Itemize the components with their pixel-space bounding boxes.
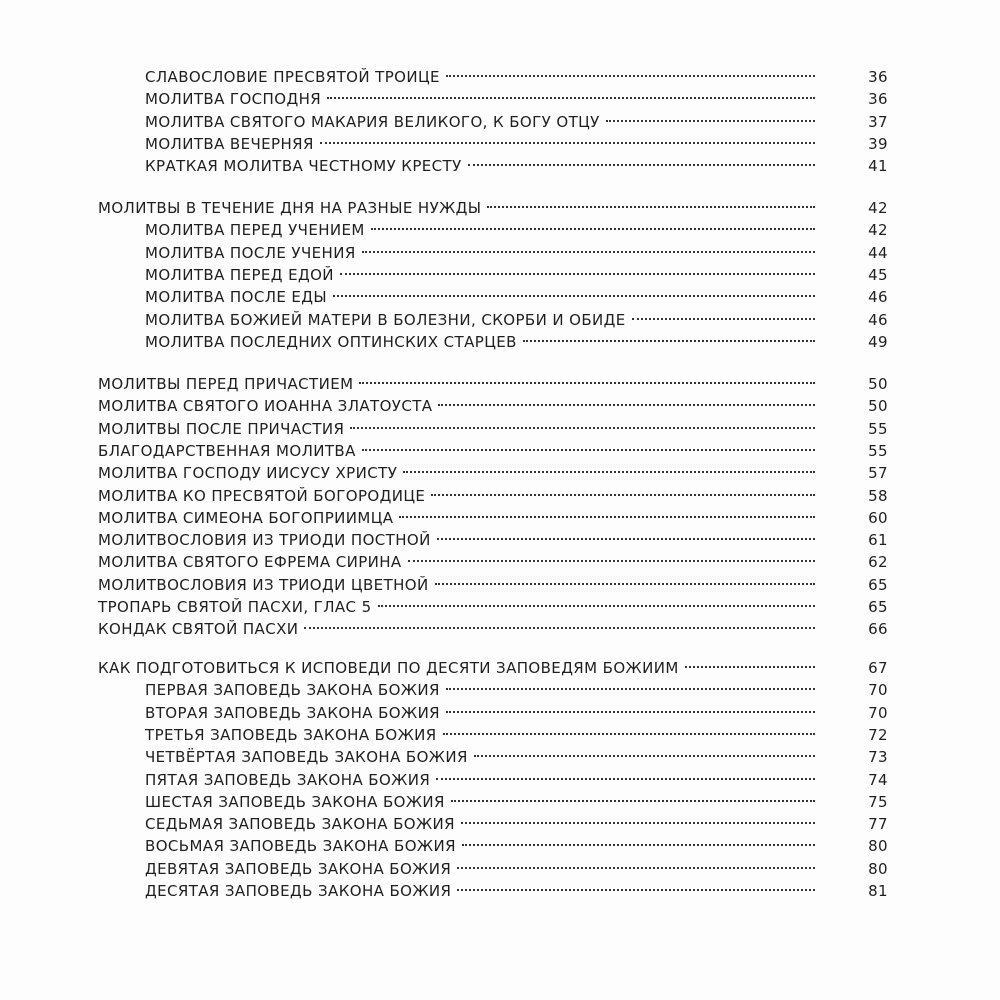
toc-page-number: 70 [868,681,888,699]
dot-leader [350,427,815,429]
toc-entry-sub[interactable] [145,769,888,791]
dot-leader [437,538,815,540]
toc-page-number: 70 [868,704,888,722]
dot-leader [320,142,815,144]
dot-leader [436,778,815,780]
dot-leader [371,228,815,230]
toc-entry-main[interactable] [98,440,888,462]
toc-entry-title: ТРЕТЬЯ ЗАПОВЕДЬ ЗАКОНА БОЖИЯ [145,726,437,744]
toc-entry-title: ВОСЬМАЯ ЗАПОВЕДЬ ЗАКОНА БОЖИЯ [145,837,456,855]
toc-entry-title: МОЛИТВОСЛОВИЯ ИЗ ТРИОДИ ПОСТНОЙ [98,531,431,549]
toc-page-number: 46 [868,288,888,306]
dot-leader [399,516,815,518]
dot-leader [606,120,815,122]
toc-entry-title: МОЛИТВА ГОСПОДУ ИИСУСУ ХРИСТУ [98,464,398,482]
toc-entry-title: МОЛИТВА ПЕРЕД УЧЕНИЕМ [145,221,365,239]
dot-leader [446,711,815,713]
toc-page-number: 50 [868,397,888,415]
toc-entry-main[interactable] [98,507,888,529]
toc-page-number: 77 [868,815,888,833]
toc-page-number: 62 [868,553,888,571]
toc-entry-title: ДЕВЯТАЯ ЗАПОВЕДЬ ЗАКОНА БОЖИЯ [145,860,452,878]
toc-entry-sub[interactable] [145,858,888,880]
dot-leader [327,97,815,99]
toc-page-number: 74 [868,771,888,789]
toc-entry-title: КОНДАК СВЯТОЙ ПАСХИ [98,620,299,638]
dot-leader [468,164,815,166]
toc-entry-sub[interactable] [145,331,888,353]
toc-entry-title: МОЛИТВА ПОСЛЕ УЧЕНИЯ [145,244,356,262]
toc-entry-title: МОЛИТВЫ В ТЕЧЕНИЕ ДНЯ НА РАЗНЫЕ НУЖДЫ [98,199,482,217]
toc-page-number: 57 [868,464,888,482]
toc-page-number: 65 [868,576,888,594]
toc-entry-title: МОЛИТВА СИМЕОНА БОГОПРИИМЦА [98,509,394,527]
toc-entry-sub[interactable] [145,746,888,768]
toc-entry-title: МОЛИТВА ПОСЛЕ ЕДЫ [145,288,328,306]
dot-leader [443,733,815,735]
toc-entry-title: МОЛИТВА БОЖИЕЙ МАТЕРИ В БОЛЕЗНИ, СКОРБИ И ОБИДЕ [145,311,626,329]
toc-entry-title: МОЛИТВА СВЯТОГО ЕФРЕМА СИРИНА [98,553,402,571]
toc-page-number: 36 [868,68,888,86]
toc-entry-sub[interactable] [145,813,888,835]
dot-leader [446,688,815,690]
dot-leader [403,471,815,473]
toc-entry-sub[interactable] [145,133,888,155]
toc-page-number: 60 [868,509,888,527]
dot-leader [431,494,815,496]
toc-entry-sub[interactable] [145,242,888,264]
toc-entry-sub[interactable] [145,155,888,177]
dot-leader [523,340,815,342]
toc-entry-title: КАК ПОДГОТОВИТЬСЯ К ИСПОВЕДИ ПО ДЕСЯТИ ЗАПОВЕДЯМ БОЖИИМ [98,659,679,677]
toc-entry-title: ШЕСТАЯ ЗАПОВЕДЬ ЗАКОНА БОЖИЯ [145,793,445,811]
toc-page-number: 46 [868,311,888,329]
dot-leader [340,273,815,275]
toc-entry-title: МОЛИТВЫ ПОСЛЕ ПРИЧАСТИЯ [98,420,345,438]
toc-entry-title: МОЛИТВА СВЯТОГО ИОАННА ЗЛАТОУСТА [98,397,433,415]
toc-page-number: 72 [868,726,888,744]
dot-leader [462,844,815,846]
toc-entry-title: МОЛИТВА ГОСПОДНЯ [145,90,322,108]
toc-entry-title: СЕДЬМАЯ ЗАПОВЕДЬ ЗАКОНА БОЖИЯ [145,815,456,833]
toc-entry-main[interactable] [98,373,888,395]
toc-entry-title: СЛАВОСЛОВИЕ ПРЕСВЯТОЙ ТРОИЦЕ [145,68,440,86]
toc-entry-sub[interactable] [145,286,888,308]
toc-entry-title: КРАТКАЯ МОЛИТВА ЧЕСТНОМУ КРЕСТУ [145,157,462,175]
toc-entry-title: ПЕРВАЯ ЗАПОВЕДЬ ЗАКОНА БОЖИЯ [145,681,440,699]
toc-entry-main[interactable] [98,618,888,640]
dot-leader [451,800,815,802]
dot-leader [487,206,815,208]
toc-page-number: 49 [868,333,888,351]
toc-entry-sub[interactable] [145,880,888,902]
toc-entry-sub[interactable] [145,111,888,133]
dot-leader [362,449,815,451]
toc-page-number: 58 [868,487,888,505]
toc-entry-sub[interactable] [145,791,888,813]
dot-leader [408,560,815,562]
toc-entry-sub[interactable] [145,835,888,857]
toc-entry-main[interactable] [98,529,888,551]
toc-entry-sub[interactable] [145,309,888,331]
dot-leader [632,318,815,320]
dot-leader [362,251,815,253]
dot-leader [438,404,815,406]
dot-leader [446,75,815,77]
toc-entry-title: МОЛИТВА КО ПРЕСВЯТОЙ БОГОРОДИЦЕ [98,487,426,505]
toc-entry-sub[interactable] [145,702,888,724]
toc-page-number: 65 [868,598,888,616]
toc-page-number: 67 [868,659,888,677]
toc-entry-main[interactable] [98,395,888,417]
toc-entry-main[interactable] [98,197,888,219]
toc-page-number: 36 [868,90,888,108]
toc-entry-title: МОЛИТВА СВЯТОГО МАКАРИЯ ВЕЛИКОГО, К БОГУ ОТЦУ [145,113,600,131]
toc-entry-main[interactable] [98,551,888,573]
toc-page-number: 55 [868,442,888,460]
toc-entry-title: БЛАГОДАРСТВЕННАЯ МОЛИТВА [98,442,356,460]
dot-leader [457,867,815,869]
toc-entry-sub[interactable] [145,219,888,241]
toc-entry-title: ЧЕТВЁРТАЯ ЗАПОВЕДЬ ЗАКОНА БОЖИЯ [145,748,468,766]
dot-leader [457,889,815,891]
toc-entry-main[interactable] [98,596,888,618]
toc-entry-sub[interactable] [145,724,888,746]
toc-page-number: 73 [868,748,888,766]
toc-page-number: 80 [868,837,888,855]
toc-entry-sub[interactable] [145,264,888,286]
toc-entry-title: МОЛИТВОСЛОВИЯ ИЗ ТРИОДИ ЦВЕТНОЙ [98,576,429,594]
toc-entry-sub[interactable] [145,88,888,110]
dot-leader [333,295,815,297]
toc-entry-title: МОЛИТВА ПЕРЕД ЕДОЙ [145,266,334,284]
toc-entry-title: МОЛИТВЫ ПЕРЕД ПРИЧАСТИЕМ [98,375,354,393]
toc-page-number: 44 [868,244,888,262]
toc-page-number: 41 [868,157,888,175]
toc-entry-main[interactable] [98,485,888,507]
toc-entry-main[interactable] [98,462,888,484]
toc-page-number: 42 [868,221,888,239]
dot-leader [474,755,815,757]
toc-entry-main[interactable] [98,418,888,440]
toc-entry-sub[interactable] [145,66,888,88]
toc-page-number: 39 [868,135,888,153]
toc-entry-title: ТРОПАРЬ СВЯТОЙ ПАСХИ, ГЛАС 5 [98,598,372,616]
dot-leader [359,382,815,384]
dot-leader [435,583,815,585]
toc-entry-sub[interactable] [145,679,888,701]
toc-page-number: 61 [868,531,888,549]
dot-leader [378,605,815,607]
dot-leader [304,627,815,629]
toc-entry-title: ПЯТАЯ ЗАПОВЕДЬ ЗАКОНА БОЖИЯ [145,771,431,789]
dot-leader [461,822,815,824]
toc-page-number: 45 [868,266,888,284]
toc-page-number: 55 [868,420,888,438]
toc-entry-title: ВТОРАЯ ЗАПОВЕДЬ ЗАКОНА БОЖИЯ [145,704,441,722]
toc-page-number: 66 [868,620,888,638]
toc-page-number: 50 [868,375,888,393]
dot-leader [685,666,815,668]
toc-page-number: 75 [868,793,888,811]
toc-page-number: 81 [868,882,888,900]
toc-entry-title: МОЛИТВА ПОСЛЕДНИХ ОПТИНСКИХ СТАРЦЕВ [145,333,517,351]
toc-page-number: 37 [868,113,888,131]
toc-page-number: 42 [868,199,888,217]
toc-page-number: 80 [868,860,888,878]
toc-entry-title: МОЛИТВА ВЕЧЕРНЯЯ [145,135,314,153]
toc-entry-main[interactable] [98,657,888,679]
toc-entry-title: ДЕСЯТАЯ ЗАПОВЕДЬ ЗАКОНА БОЖИЯ [145,882,452,900]
toc-entry-main[interactable] [98,574,888,596]
